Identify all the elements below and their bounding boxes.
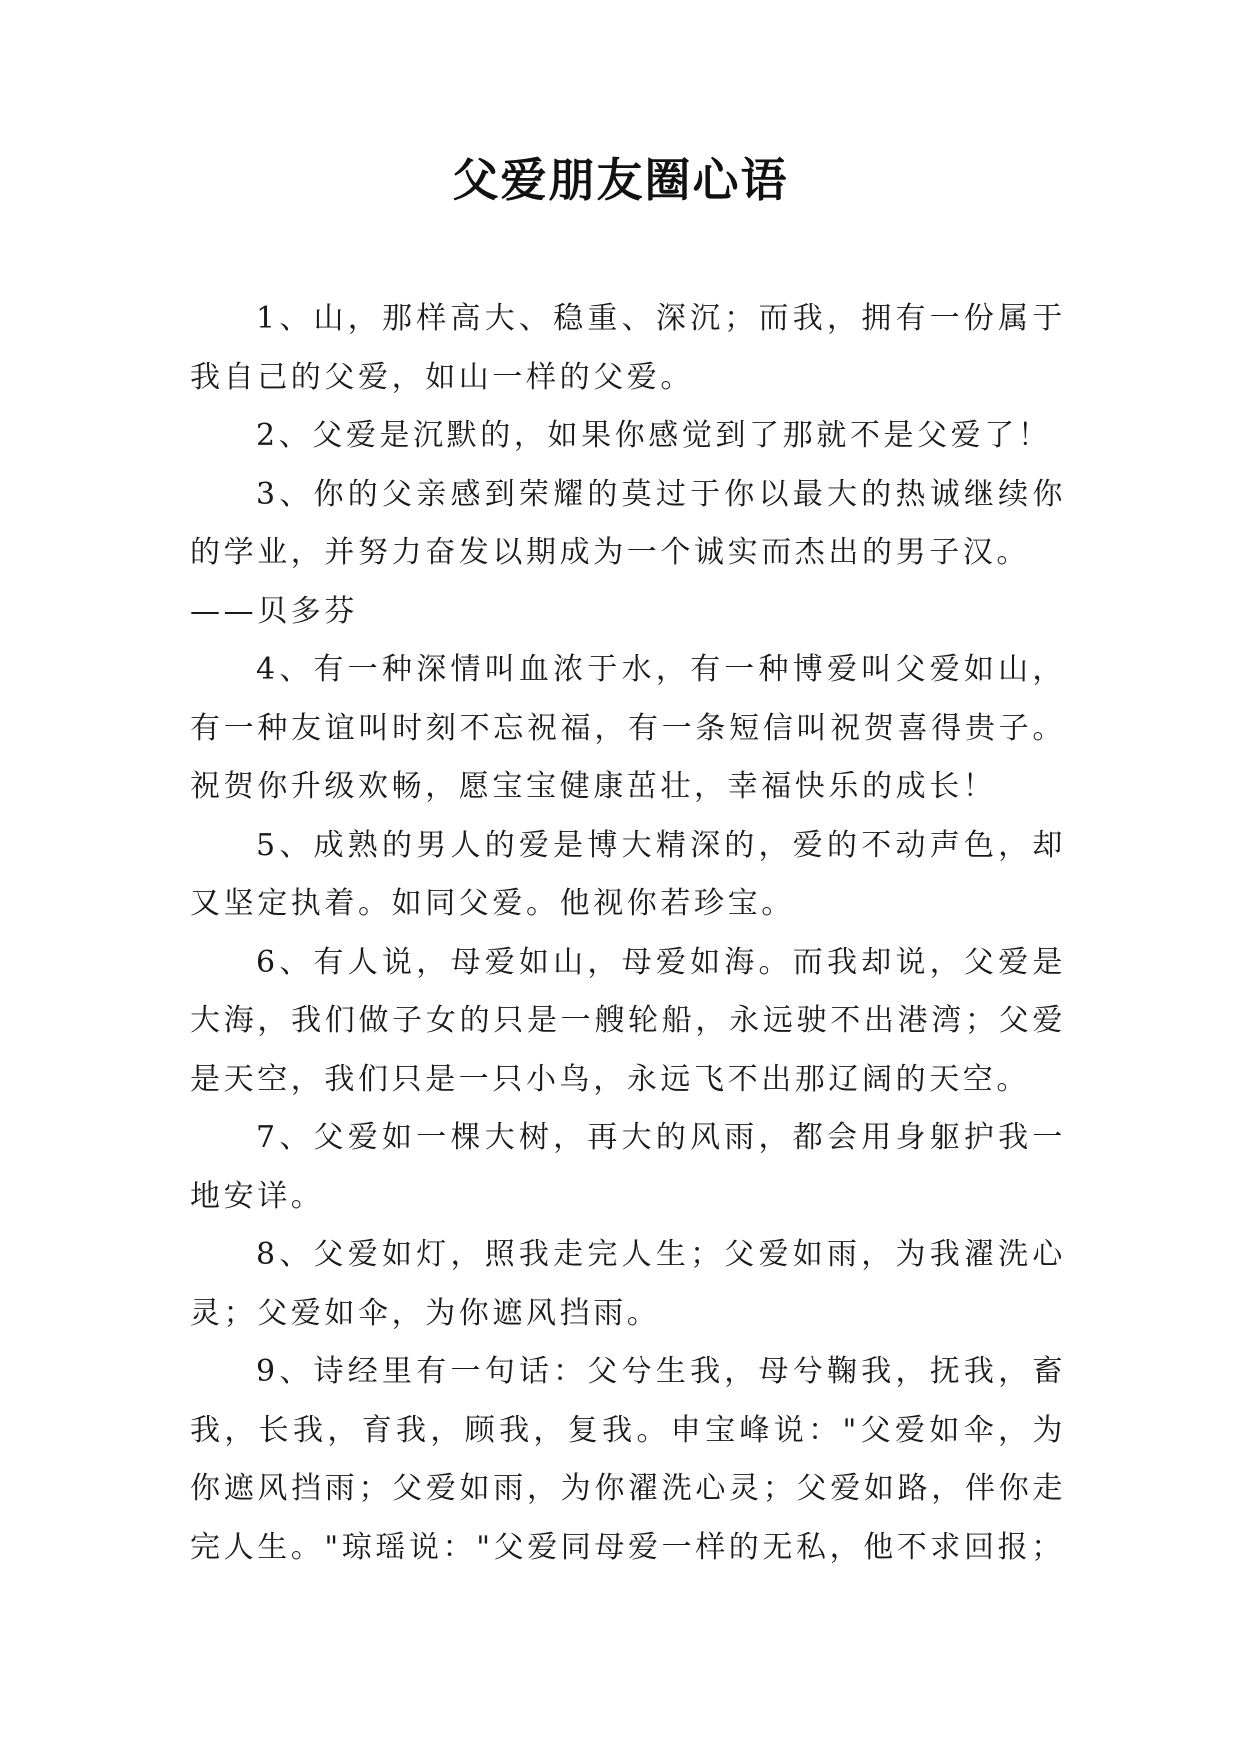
paragraph-8: 8、父爱如灯，照我走完人生；父爱如雨，为我濯洗心灵；父爱如伞，为你遮风挡雨。 bbox=[190, 1237, 1066, 1331]
document-title: 父爱朋友圈心语 bbox=[452, 153, 789, 207]
paragraph-7: 7、父爱如一棵大树，再大的风雨，都会用身躯护我一地安详。 bbox=[190, 1120, 1066, 1214]
paragraph-4: 4、有一种深情叫血浓于水，有一种博爱叫父爱如山，有一种友谊叫时刻不忘祝福，有一条短信叫祝贺喜得贵子。祝贺你升级欢畅，愿宝宝健康茁壮，幸福快乐的成长！ bbox=[190, 652, 1066, 804]
paragraph-2: 2、父爱是沉默的，如果你感觉到了那就不是父爱了！ bbox=[256, 418, 1052, 453]
paragraph-5: 5、成熟的男人的爱是博大精深的，爱的不动声色，却又坚定执着。如同父爱。他视你若珍宝。 bbox=[190, 827, 1066, 921]
quote-attribution: ——贝多芬 bbox=[190, 593, 358, 629]
paragraph-6: 6、有人说，母爱如山，母爱如海。而我却说，父爱是大海，我们做子女的只是一艘轮船，永远驶不出港湾；父爱是天空，我们只是一只小鸟，永远飞不出那辽阔的天空。 bbox=[190, 944, 1066, 1097]
document-body bbox=[190, 290, 1066, 1577]
paragraph-9: 9、诗经里有一句话：父兮生我，母兮鞠我，抚我，畜我，长我，育我，顾我，复我。申宝峰说："父爱如伞，为你遮风挡雨；父爱如雨，为你濯洗心灵；父爱如路，伴你走完人生。"琼瑶说："父爱同母爱一样的无私，他不求回报； bbox=[190, 1354, 1066, 1565]
paragraph-1: 1、山，那样高大、稳重、深沉；而我，拥有一份属于我自己的父爱，如山一样的父爱。 bbox=[190, 301, 1066, 395]
paragraph-3: 3、你的父亲感到荣耀的莫过于你以最大的热诚继续你的学业，并努力奋发以期成为一个诚实而杰出的男子汉。 bbox=[190, 476, 1066, 570]
